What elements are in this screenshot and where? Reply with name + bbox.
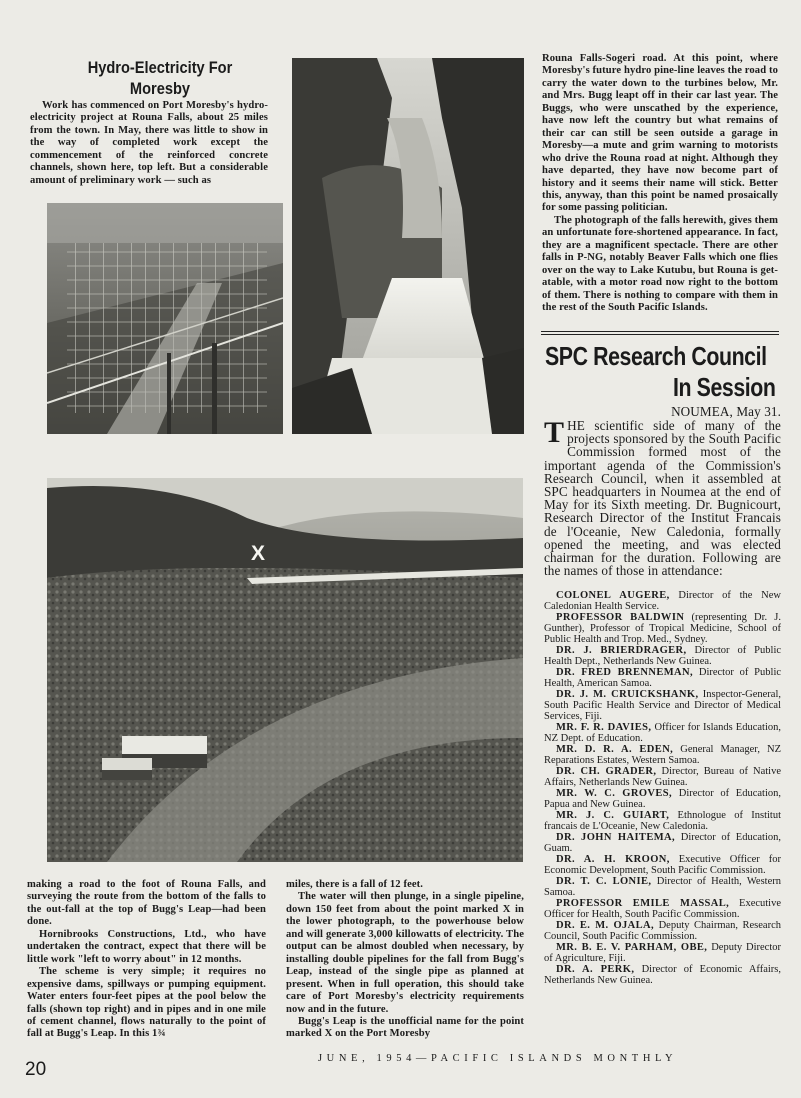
section-divider xyxy=(541,334,779,335)
attendee-entry: DR. A. H. KROON, Executive Officer for Economic Development, South Pacific Commission. xyxy=(544,854,782,876)
attendee-entry: PROFESSOR EMILE MASSAL, Executive Officer for Health, South Pacific Commission. xyxy=(544,898,782,920)
attendee-entry: MR. J. C. GUIART, Ethnologue of Institut francais de L'Oceanie, New Caledonia. xyxy=(544,810,781,832)
photo-buggs-leap-valley xyxy=(47,478,523,862)
spc-intro xyxy=(544,416,781,579)
hydro-title-line1: Hydro-Electricity For xyxy=(87,58,233,77)
spc-drop-cap: T xyxy=(544,416,565,449)
photo-mark-x: X xyxy=(251,542,266,565)
hydro-intro-paragraph: Work has commenced on Port Moresby's hydro-electricity project at Rouna Falls, about 25 miles from the town. In May, there was little to show in the way of completed work except the commencement of the reinforced concrete channels, shown here, top left. But a considerable amount of preliminary work — such as xyxy=(30,100,268,186)
hydro-column-1 xyxy=(27,879,266,1041)
photo-rouna-falls xyxy=(292,58,524,434)
hydro-intro xyxy=(30,100,268,187)
attendee-entry: PROFESSOR BALDWIN (representing Dr. J. Gunther), Professor of Tropical Medicine, School of Public Health and Trop. Med., Sydney. xyxy=(544,612,782,645)
attendee-entry: DR. J. M. CRUICKSHANK, Inspector-General, South Pacific Health Service and Director of Medical Services, Fiji. xyxy=(544,689,781,722)
spc-title-line1: SPC Research Council xyxy=(545,341,767,371)
hydro-headline xyxy=(44,57,276,99)
hydro-col3-paragraph: Rouna Falls-Sogeri road. At this point, where Moresby's future hydro pine-line leaves the road to carry the water down to the turbines below, Mr. and Mrs. Bugg leapt off in their car last year. The Buggs, who were unscathed by the experience, have now left the country but what remains of their car can still be seen outside a garage in Moresby—a mute and grim warning to motorists who drive the Rouna road at night. Although they have departed, they have now become part of history and it seems their name will stick. Better this, anyway, than this point be named prosaically for some passing politician. xyxy=(542,53,778,214)
hydro-column-3 xyxy=(542,53,778,315)
spc-attendee-list xyxy=(544,590,781,986)
hydro-col1-paragraph: Hornibrooks Constructions, Ltd., who have undertaken the contract, expect that there will be little work "left to worry about" in 12 months. xyxy=(27,928,266,965)
attendee-entry: DR. E. M. OJALA, Deputy Chairman, Research Council, South Pacific Commission. xyxy=(544,920,781,942)
hydro-column-2 xyxy=(286,879,524,1041)
section-divider xyxy=(541,331,779,332)
hydro-col2-paragraph: miles, there is a fall of 12 feet. xyxy=(286,879,424,890)
attendee-entry: MR. D. R. A. EDEN, General Manager, NZ Reparations Estates, Western Samoa. xyxy=(544,744,781,766)
spc-title-line2: In Session xyxy=(673,372,776,402)
masthead-footer: JUNE, 1954—PACIFIC ISLANDS MONTHLY xyxy=(318,1053,678,1064)
attendee-entry: MR. F. R. DAVIES, Officer for Islands Education, NZ Dept. of Education. xyxy=(544,722,782,744)
attendee-entry: COLONEL AUGERE, Director of the New Caledonian Health Service. xyxy=(544,590,781,612)
attendee-entry: DR. JOHN HAITEMA, Director of Education, Guam. xyxy=(544,832,781,854)
photo-concrete-channels xyxy=(47,203,283,434)
hydro-col3-paragraph: The photograph of the falls herewith, gives them an unfortunate fore-shortened appearance. In fact, they are a magnificent spectacle. There are other falls in P-NG, notably Beaver Falls which one flies over on the way to Lake Kutubu, but Rouna is get-atable, with a motor road now right to the bottom of them. There is nothing to compare with them in the rest of the South Pacific Islands. xyxy=(542,214,778,314)
hydro-col2-paragraph: The water will then plunge, in a single pipeline, down 150 feet from about the point marked X in the lower photograph, to the powerhouse below and will generate 3,000 killowatts of electricity. The output can be almost doubled when necessary, by installing double pipelines for the fall from Bugg's Leap, instead of the single pipe as planned at present. When in full operation, this should take care of Port Moresby's electricity requirements now and in the future. xyxy=(286,891,524,1015)
hydro-col2-paragraph: Bugg's Leap is the unofficial name for the point marked X on the Port Moresby xyxy=(286,1015,524,1040)
attendee-entry: DR. J. BRIERDRAGER, Director of Public Health Dept., Netherlands New Guinea. xyxy=(544,645,782,667)
page-number: 20 xyxy=(25,1059,47,1080)
attendee-entry: DR. FRED BRENNEMAN, Director of Public Health, American Samoa. xyxy=(544,667,782,689)
attendee-entry: MR. W. C. GROVES, Director of Education, Papua and New Guinea. xyxy=(544,788,782,810)
attendee-entry: MR. B. E. V. PARHAM, OBE, Deputy Director of Agriculture, Fiji. xyxy=(544,942,781,964)
spc-intro-paragraph: THE scientific side of many of the projects sponsored by the South Pacific Commission formed most of the important agenda of the Commission's Research Council, when it assembled at SPC headquarters in Noumea at the end of May for its Sixth meeting. Dr. Bugnicourt, Research Director of the Institut Francais de l'Oceanie, New Caledonia, formally opened the meeting, and was elected chairman for the duration. Following are the names of those in attendance: xyxy=(544,416,781,579)
spc-dateline: NOUMEA, May 31. xyxy=(671,404,781,419)
attendee-entry: DR. A. PERK, Director of Economic Affairs, Netherlands New Guinea. xyxy=(544,964,782,986)
hydro-title-line2: Moresby xyxy=(129,79,191,98)
hydro-col1-paragraph: The scheme is very simple; it requires no expensive dams, spillways or pumping equipment. Water enters four-feet pipes at the pool below the falls (shown top right) and in pipes and in one mile of cement channel, flows naturally to the point of fall at Bugg's Leap. In this 1¾ xyxy=(27,966,266,1040)
hydro-col1-paragraph: making a road to the foot of Rouna Falls, and surveying the route from the bottom of the falls to the out-fall at the top of Bugg's Leap—had been done. xyxy=(27,879,266,928)
attendee-entry: DR. CH. GRADER, Director, Bureau of Native Affairs, Netherlands New Guinea. xyxy=(544,766,781,788)
attendee-entry: DR. T. C. LONIE, Director of Health, Western Samoa. xyxy=(544,876,782,898)
